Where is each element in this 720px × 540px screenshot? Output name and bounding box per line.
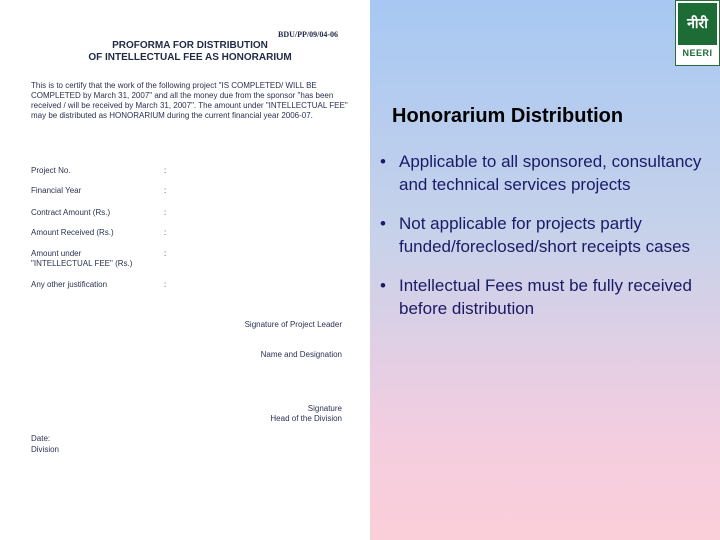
bullet-list [380, 150, 710, 336]
name-designation: Name and Designation [260, 350, 342, 359]
field-colon: : [164, 208, 167, 217]
bullet-item [380, 150, 710, 196]
bullet-item [380, 212, 710, 258]
bullet-text: Not applicable for projects partly funded/foreclosed/short receipts cases [399, 214, 691, 256]
date-label: Date: [31, 434, 51, 443]
field-amount-under: Amount under [31, 249, 82, 258]
field-colon: : [164, 249, 167, 258]
bullet-item [380, 274, 710, 320]
field-colon: : [164, 186, 167, 195]
field-intellectual-fee: "INTELLECTUAL FEE" (Rs.) [31, 259, 133, 268]
logo-hindi-text: नीरी [678, 3, 717, 45]
bullet-text: Intellectual Fees must be fully received before distribution [399, 276, 692, 318]
bullet-icon: • [380, 214, 386, 233]
field-project-no: Project No. [31, 166, 71, 175]
field-contract-amount: Contract Amount (Rs.) [31, 208, 111, 217]
field-financial-year: Financial Year [31, 186, 82, 195]
signature-label: Signature [307, 404, 342, 413]
document-code: BDU/PP/09/04-06 [278, 30, 338, 39]
signature-project-leader: Signature of Project Leader [244, 320, 342, 329]
certification-paragraph: This is to certify that the work of the following project "IS COMPLETED/ WILL BE COMPLETED by March 31, 2007" and all the money due from the sponsor "has been received / will be received by March 31, 2007". The amount under "INTELLECTUAL FEE" may be distributed as HONORARIUM during the current financial year 2006-07. [31, 81, 348, 120]
logo-text: NEERI [682, 48, 713, 58]
field-other-justification: Any other justification [31, 280, 108, 289]
division-label: Division [31, 445, 60, 454]
head-of-division: Head of the Division [270, 414, 342, 423]
neeri-logo [675, 0, 720, 66]
bullet-icon: • [380, 152, 386, 171]
field-colon: : [164, 280, 167, 289]
field-colon: : [164, 228, 167, 237]
document-title-line2: OF INTELLECTUAL FEE AS HONORARIUM [88, 52, 292, 63]
document-title-line1: PROFORMA FOR DISTRIBUTION [112, 40, 268, 51]
field-colon: : [164, 166, 167, 175]
bullet-icon: • [380, 276, 386, 295]
slide-heading: Honorarium Distribution [392, 105, 624, 127]
document-title [80, 40, 300, 64]
bullet-text: Applicable to all sponsored, consultancy and technical services projects [399, 152, 702, 194]
field-amount-received: Amount Received (Rs.) [31, 228, 114, 237]
